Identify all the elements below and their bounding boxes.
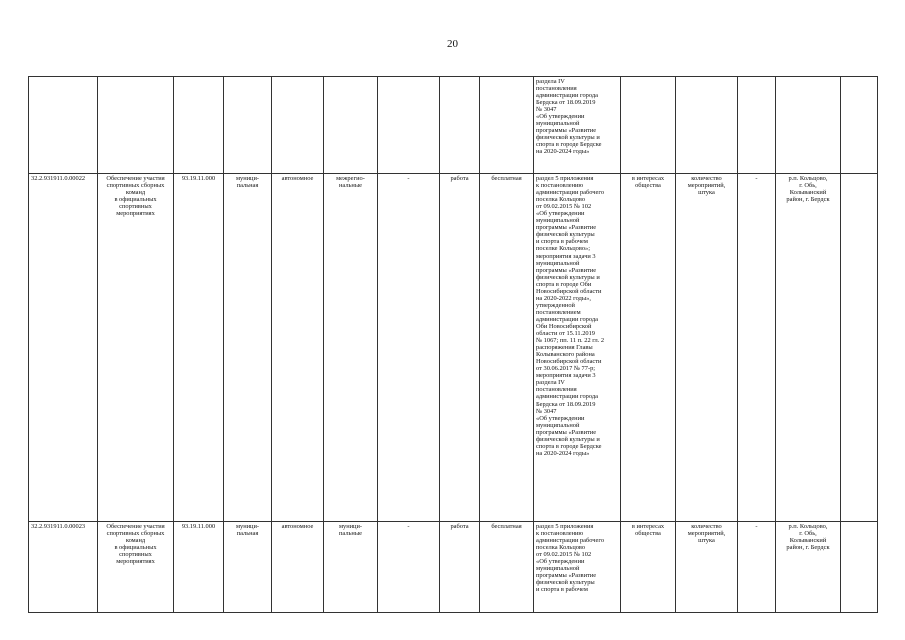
okved-code-cell (174, 522, 224, 613)
extra-column-cell (841, 174, 878, 522)
payment-type-text: бесплатная (491, 523, 522, 530)
legal-basis-text: раздел 5 приложения к постановлению администрации рабочего поселка Кольцово от 09.02.2015 № 102 «Об утверждении муниципальной программы «Развитие физической культуры и спорта в рабочем (536, 523, 605, 594)
volume-indicator-text: количество мероприятий, штука (687, 175, 726, 197)
beneficiary-text: в интересах общества (631, 523, 665, 538)
quality-indicator-text: - (755, 175, 758, 182)
territory-cell (776, 174, 841, 522)
legal-basis-cell (534, 174, 621, 522)
table-row (29, 174, 878, 522)
registry-number-cell (29, 77, 98, 174)
page-number: 20 (447, 38, 458, 50)
institution-type-cell (272, 77, 324, 174)
extra-column-cell (841, 522, 878, 613)
services-registry-table (28, 76, 878, 613)
territory-text: р.п. Кольцово, г. Обь, Колыванский район, г. Бердск (786, 523, 830, 552)
volume-indicator-cell (676, 522, 738, 613)
beneficiary-cell (621, 522, 676, 613)
quality-indicator-cell (738, 174, 776, 522)
volume-indicator-text: количество мероприятий, штука (687, 523, 726, 545)
okved-code-text: 93.19.11.000 (181, 175, 216, 182)
beneficiary-cell (621, 174, 676, 522)
payment-type-text: бесплатная (491, 175, 522, 182)
service-name-cell (98, 77, 174, 174)
quality-indicator-cell (738, 522, 776, 613)
event-category-cell (324, 77, 378, 174)
extra-column-cell (841, 77, 878, 174)
beneficiary-cell (621, 77, 676, 174)
payment-type-cell (480, 174, 534, 522)
registry-number-cell (29, 174, 98, 522)
service-name-cell (98, 522, 174, 613)
event-category-text: муници- пальные (338, 523, 363, 538)
service-name-text: Обеспечение участия спортивных сборных команд в официальных спортивных мероприятиях (106, 175, 165, 218)
registry-number-text: 32.2.931911.0.00023 (31, 523, 86, 530)
legal-basis-text: раздела IV постановления администрации города Бердска от 18.09.2019 № 3047 «Об утверждении муниципальной программы «Развитие физической культуры и спорта в городе Бердске на 2020-2024 годы» (536, 78, 602, 156)
legal-basis-cell (534, 522, 621, 613)
service-type-text: работа (450, 523, 469, 530)
event-category-cell (324, 522, 378, 613)
consumer-category-text: - (407, 523, 410, 530)
service-level-text: муници- пальная (235, 175, 260, 190)
okved-code-cell (174, 174, 224, 522)
service-level-cell (224, 77, 272, 174)
service-type-cell (440, 77, 480, 174)
volume-indicator-cell (676, 174, 738, 522)
table-row (29, 522, 878, 613)
service-level-text: муници- пальная (235, 523, 260, 538)
territory-cell (776, 522, 841, 613)
legal-basis-text: раздел 5 приложения к постановлению администрации рабочего поселка Кольцово от 09.02.2015 № 102 «Об утверждении муниципальной программы «Развитие физической культуры и спорта в рабочем поселке Кольцово»; мероприятия задачи 3 муниципальной программы «Развитие физической культуры и спорта в городе Оби Новосибирской области на 2020-2022 годы», утвержденной постановлением администрации города Оби Новосибирской области от 15.11.2019 № 1067; пп. 11 п. 22 гл. 2 распоряжения Главы Колыванского района Новосибирской области от 30.06.2017 № 77-р; мероприятия задачи 3 раздела IV постановления администрации города Бердска от 18.09.2019 № 3047 «Об утверждении муниципальной программы «Развитие физической культуры и спорта в городе Бердске на 2020-2024 годы» (536, 175, 605, 457)
service-name-text: Обеспечение участия спортивных сборных команд в официальных спортивных мероприятиях (106, 523, 165, 566)
service-level-cell (224, 522, 272, 613)
consumer-category-cell (378, 77, 440, 174)
quality-indicator-text: - (755, 523, 758, 530)
institution-type-text: автономное (281, 175, 314, 182)
service-type-cell (440, 522, 480, 613)
payment-type-cell (480, 77, 534, 174)
service-level-cell (224, 174, 272, 522)
quality-indicator-cell (738, 77, 776, 174)
institution-type-cell (272, 174, 324, 522)
territory-cell (776, 77, 841, 174)
registry-number-cell (29, 522, 98, 613)
event-category-cell (324, 174, 378, 522)
volume-indicator-cell (676, 77, 738, 174)
service-type-text: работа (450, 175, 469, 182)
okved-code-cell (174, 77, 224, 174)
legal-basis-cell (534, 77, 621, 174)
institution-type-text: автономное (281, 523, 314, 530)
service-name-cell (98, 174, 174, 522)
table-row (29, 77, 878, 174)
service-type-cell (440, 174, 480, 522)
event-category-text: межрегио- нальные (336, 175, 365, 190)
payment-type-cell (480, 522, 534, 613)
consumer-category-cell (378, 522, 440, 613)
beneficiary-text: в интересах общества (631, 175, 665, 190)
registry-number-text: 32.2.931911.0.00022 (31, 175, 86, 182)
territory-text: р.п. Кольцово, г. Обь, Колыванский район, г. Бердск (786, 175, 830, 204)
consumer-category-text: - (407, 175, 410, 182)
institution-type-cell (272, 522, 324, 613)
okved-code-text: 93.19.11.000 (181, 523, 216, 530)
consumer-category-cell (378, 174, 440, 522)
